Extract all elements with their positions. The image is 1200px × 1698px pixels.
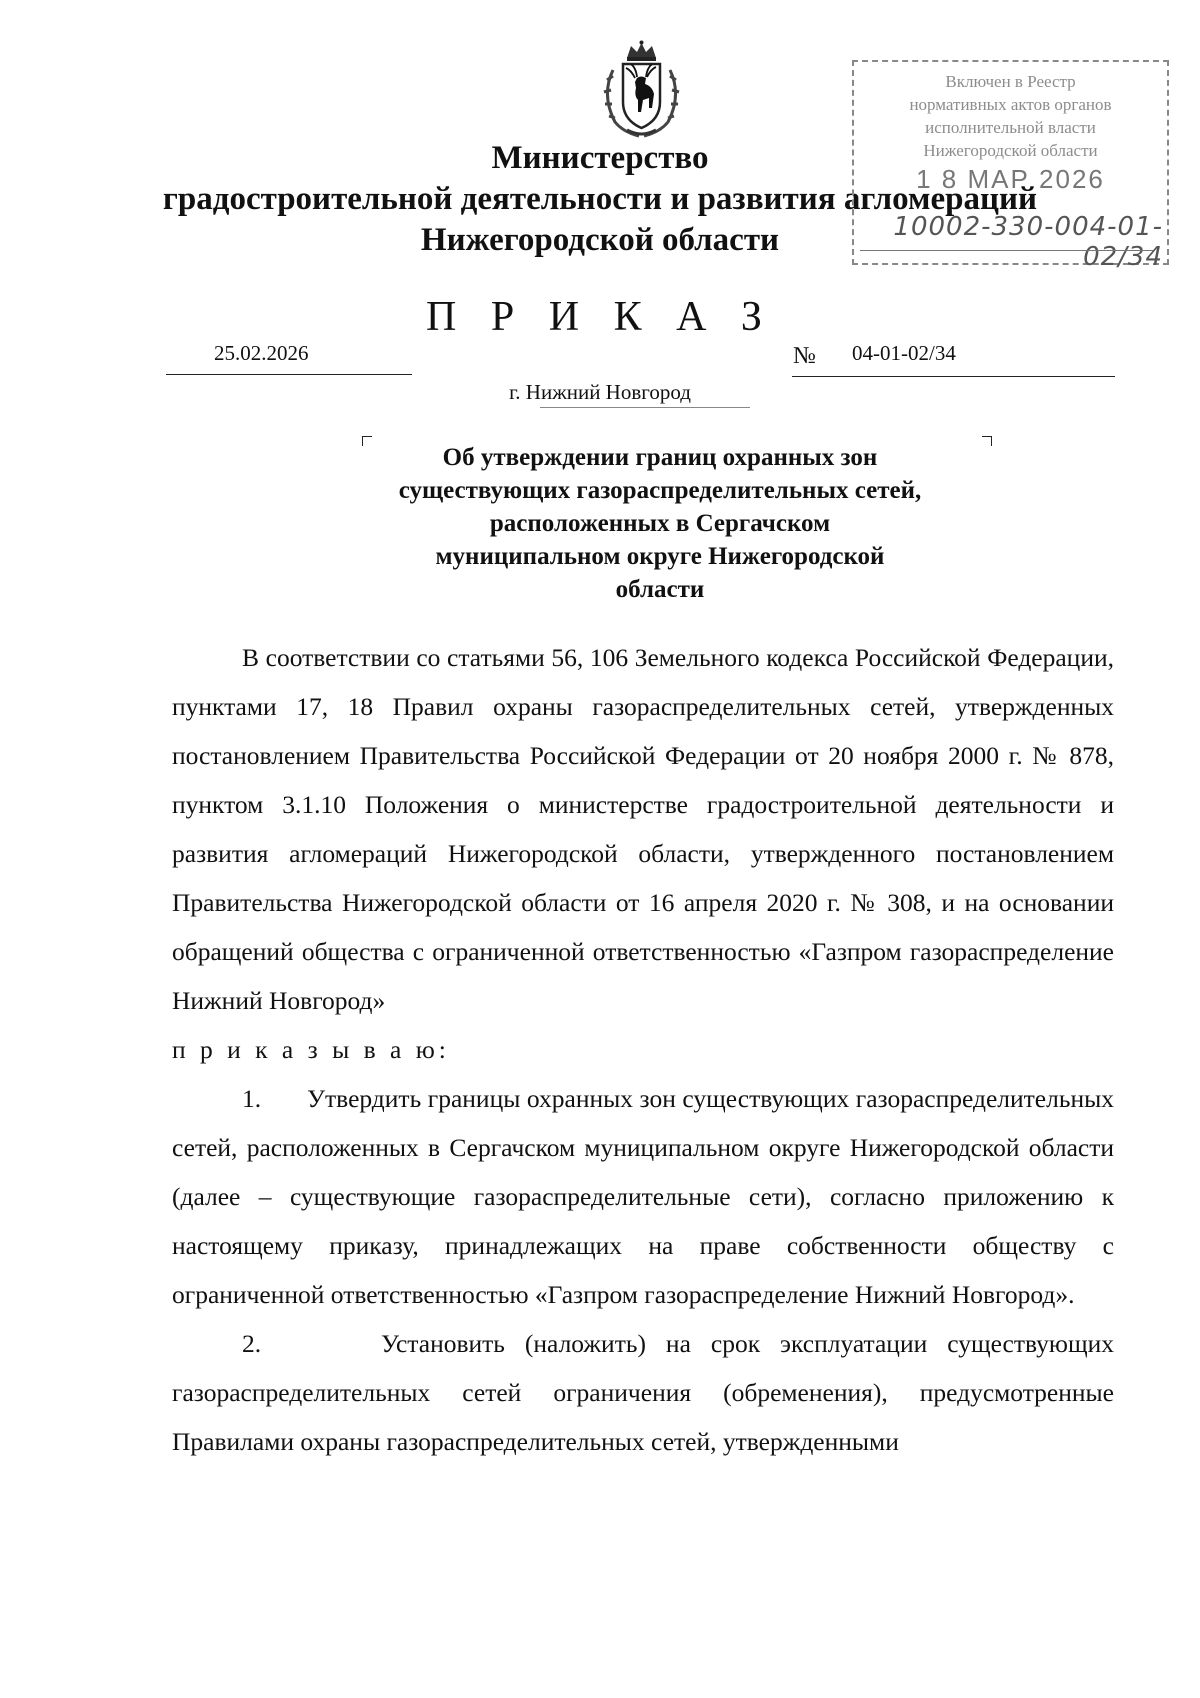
subject-line-1: Об утверждении границ охранных зон <box>442 444 878 471</box>
number-sign: № <box>793 343 816 369</box>
subject-corner-right <box>982 436 992 446</box>
city-underline <box>540 407 750 408</box>
stamp-line-3: исполнительной власти <box>925 118 1096 137</box>
order-item-2: 2. Установить (наложить) на срок эксплуатации существующих газораспределительных сетей ограничения (обременения), предусмотренные Правилами охраны газораспределительных сетей, утвержденными <box>172 1329 1114 1456</box>
ministry-line-1: Министерство <box>491 140 709 176</box>
subject-line-2: существующих газораспределительных сетей, <box>398 477 922 504</box>
document-subject <box>340 441 980 606</box>
subject-line-3: расположенных в Сергачском <box>489 510 831 537</box>
ministry-line-3: Нижегородской области <box>420 222 780 258</box>
order-word: п р и к а з ы в а ю: <box>172 1035 450 1064</box>
subject-line-5: области <box>615 576 705 603</box>
stamp-date: 1 8 МАР 2026 <box>916 164 1105 194</box>
subject-line-4: муниципальном округе Нижегородской <box>435 543 885 570</box>
ministry-line-2: градостроительной деятельности и развития агломераций <box>162 181 1038 217</box>
order-item-1: 1. Утвердить границы охранных зон существующих газораспределительных сетей, расположенных в Сергачском муниципальном округе Нижегородской области (далее – существующие газораспределительные сети), согласно приложению к настоящему приказу, принадлежащих на праве собственности обществу с ограниченной ответственностью «Газпром газораспределение Нижний Новгород». <box>172 1084 1114 1309</box>
stamp-registration-number: 10002-330-004-01-02/34 <box>893 212 1163 272</box>
preamble-paragraph: В соответствии со статьями 56, 106 Земельного кодекса Российской Федерации, пунктами 17, 18 Правил охраны газораспределительных сетей, утвержденных постановлением Правительства Российской Федерации от 20 ноября 2000 г. № 878, пунктом 3.1.10 Положения о министерстве градостроительной деятельности и развития агломераций Нижегородской области, утвержденного постановлением Правительства Нижегородской области от 16 апреля 2020 г. № 308, и на основании обращений общества с ограниченной ответственностью «Газпром газораспределение Нижний Новгород» <box>172 643 1114 1015</box>
coat-of-arms-emblem <box>593 40 690 140</box>
document-number: 04-01-02/34 <box>852 341 956 365</box>
document-type-title: П Р И К А З <box>426 294 774 340</box>
date-underline <box>166 374 412 375</box>
document-date: 25.02.2026 <box>214 341 309 365</box>
stamp-line-2: нормативных актов органов <box>909 95 1112 114</box>
document-body <box>172 633 1114 1466</box>
stamp-line-4: Нижегородской области <box>923 141 1098 160</box>
registry-stamp <box>852 60 1169 272</box>
number-underline <box>792 376 1115 377</box>
stamp-underline <box>860 250 1153 251</box>
stamp-line-1: Включен в Реестр <box>945 72 1076 91</box>
document-city: г. Нижний Новгород <box>509 380 691 404</box>
